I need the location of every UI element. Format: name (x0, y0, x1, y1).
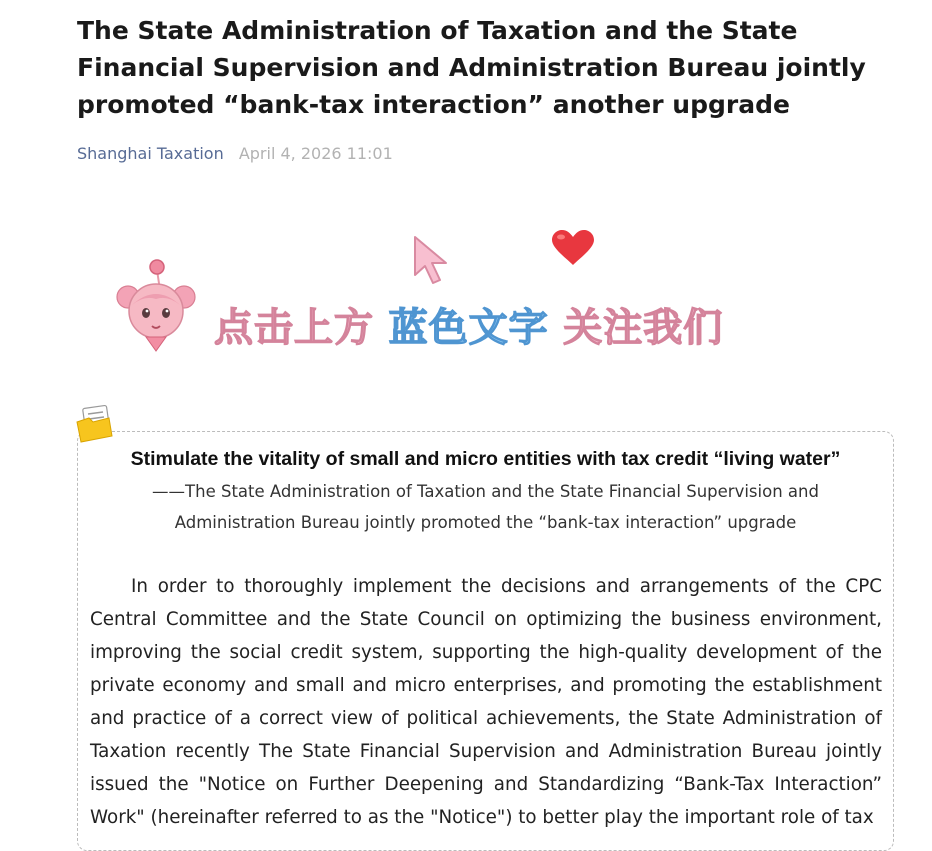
banner-text-part1: 点击上方 (214, 306, 375, 351)
heart-icon (552, 230, 594, 265)
cursor-arrow-icon (415, 237, 446, 283)
banner-text-part3: 关注我们 (563, 306, 724, 351)
article-title: The State Administration of Taxation and the State Financial Supervision and Administration Bureau jointly promoted “bank-tax interaction” another upgrade (77, 16, 866, 119)
cartoon-girl-icon (117, 260, 195, 351)
folder-note-icon (75, 404, 115, 444)
article-meta (77, 144, 393, 163)
section-heading: Stimulate the vitality of small and micro entities with tax credit “living water” (130, 448, 841, 470)
body-paragraph: In order to thoroughly implement the decisions and arrangements of the CPC Central Committee and the State Council on optimizing the business environment, improving the social credit system, supporting the high-quality development of the private economy and small and micro enterprises, and promoting the establishment and practice of a correct view of political achievements, the State Administration of Taxation recently The State Financial Supervision and Administration Bureau jointly issued the "Notice on Further Deepening and Standardizing “Bank-Tax Interaction” Work" (hereinafter referred to as the "Notice") to better play the important role of tax (90, 576, 882, 828)
follow-prompt (214, 297, 723, 353)
section-subtitle-line1: ——The State Administration of Taxation and the State Financial Supervision and (152, 482, 819, 501)
section-subtitle-line2: Administration Bureau jointly promoted the “bank-tax interaction” upgrade (174, 513, 797, 532)
banner-text-blue[interactable]: 蓝色文字 (388, 306, 549, 351)
follow-banner (110, 225, 810, 375)
source-link[interactable]: Shanghai Taxation (77, 144, 224, 163)
publish-date: April 4, 2026 11:01 (238, 144, 393, 163)
